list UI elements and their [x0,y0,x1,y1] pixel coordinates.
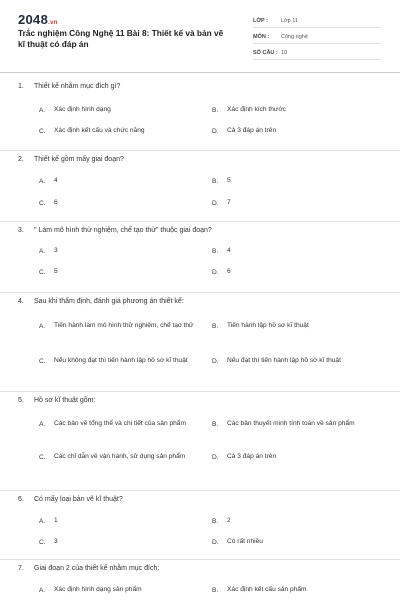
meta-value: Lớp 11 [281,17,298,24]
option-a[interactable]: A. Các bản vẽ tổng thể và chi tiết của sản phẩm [39,420,186,428]
meta-row-subject [253,30,381,44]
option-d[interactable]: D. Nếu đạt thì tiến hành lập hồ sơ kĩ thuật [212,357,341,365]
question-text: Giai đoạn 2 của thiết kế nhằm mục đích: [34,565,160,572]
question-7 [0,560,400,605]
question-number: 5. [18,397,24,404]
option-d[interactable]: D. Cả 3 đáp án trên [212,127,277,135]
question-number: 4. [18,298,24,305]
option-a[interactable]: A. Tiến hành làm mô hình thử nghiệm, chế tạo thử [39,322,194,330]
question-text: Thiết kế gồm mấy giai đoạn? [34,156,124,163]
question-4 [0,293,400,392]
option-b[interactable]: B. Các bản thuyết minh tính toán về sản phẩm [212,420,355,428]
option-a[interactable]: A. 4 [39,177,58,185]
option-b[interactable]: B. Xác định kích thước [212,106,286,114]
meta-row-count [253,46,381,60]
option-a[interactable]: A. 1 [39,517,58,525]
question-number: 2. [18,156,24,163]
option-c[interactable]: C. Xác định kết cấu và chức năng [39,127,145,135]
meta-value: Công nghệ [281,33,308,40]
question-1 [0,78,400,151]
option-a[interactable]: A. 3 [39,247,58,255]
option-b[interactable]: B. 5 [212,177,231,185]
site-logo[interactable] [18,12,58,27]
meta-key: SỐ CÂU : [253,49,278,56]
page-header [0,0,400,64]
header-divider [0,72,400,73]
option-b[interactable]: B. Tiến hành lập hồ sơ kĩ thuật [212,322,309,330]
option-c[interactable]: C. 6 [39,199,58,207]
option-b[interactable]: B. 2 [212,517,231,525]
option-a[interactable]: A. Xác định hình dạng [39,106,111,114]
question-text: Sau khi thẩm định, đánh giá phương án thiết kế: [34,298,184,305]
meta-key: LỚP : [253,17,268,24]
logo-text: 2048 [18,12,49,27]
option-c[interactable]: C. 5 [39,268,58,276]
meta-row-class [253,14,381,28]
meta-key: MÔN : [253,33,270,40]
question-number: 7. [18,565,24,572]
question-number: 6. [18,496,24,503]
option-d[interactable]: D. Có rất nhiều [212,538,263,546]
question-text: " Làm mô hình thử nghiệm, chế tạo thử" thuộc giai đoạn? [34,227,212,234]
logo-suffix: .vn [48,20,58,26]
option-c[interactable]: C. Các chỉ dẫn về vận hành, sử dụng sản phẩm [39,453,186,461]
question-text: Hồ sơ kĩ thuật gồm: [34,397,96,404]
page-title: Trắc nghiệm Công Nghệ 11 Bài 8: Thiết kế và bản vẽ kĩ thuật có đáp án [18,28,224,49]
option-b[interactable]: B. Xác định kết cấu sản phẩm [212,586,307,594]
option-d[interactable]: D. 6 [212,268,231,276]
meta-value: 10 [281,49,288,56]
question-3 [0,222,400,293]
option-b[interactable]: B. 4 [212,247,231,255]
option-d[interactable]: D. 7 [212,199,231,207]
option-d[interactable]: D. Cả 3 đáp án trên [212,453,277,461]
question-number: 1. [18,83,24,90]
option-c[interactable]: C. 3 [39,538,58,546]
question-2 [0,151,400,222]
question-text: Có mấy loại bản vẽ kĩ thuật? [34,496,123,503]
question-5 [0,392,400,491]
question-list [0,78,400,605]
option-a[interactable]: A. Xác định hình dạng sản phẩm [39,586,142,594]
question-number: 3. [18,227,24,234]
question-6 [0,491,400,560]
option-c[interactable]: C. Nếu không đạt thì tiến hành lập hồ sơ kĩ thuật [39,357,188,365]
meta-table [253,14,381,62]
question-text: Thiết kế nhằm mục đích gì? [34,83,121,90]
